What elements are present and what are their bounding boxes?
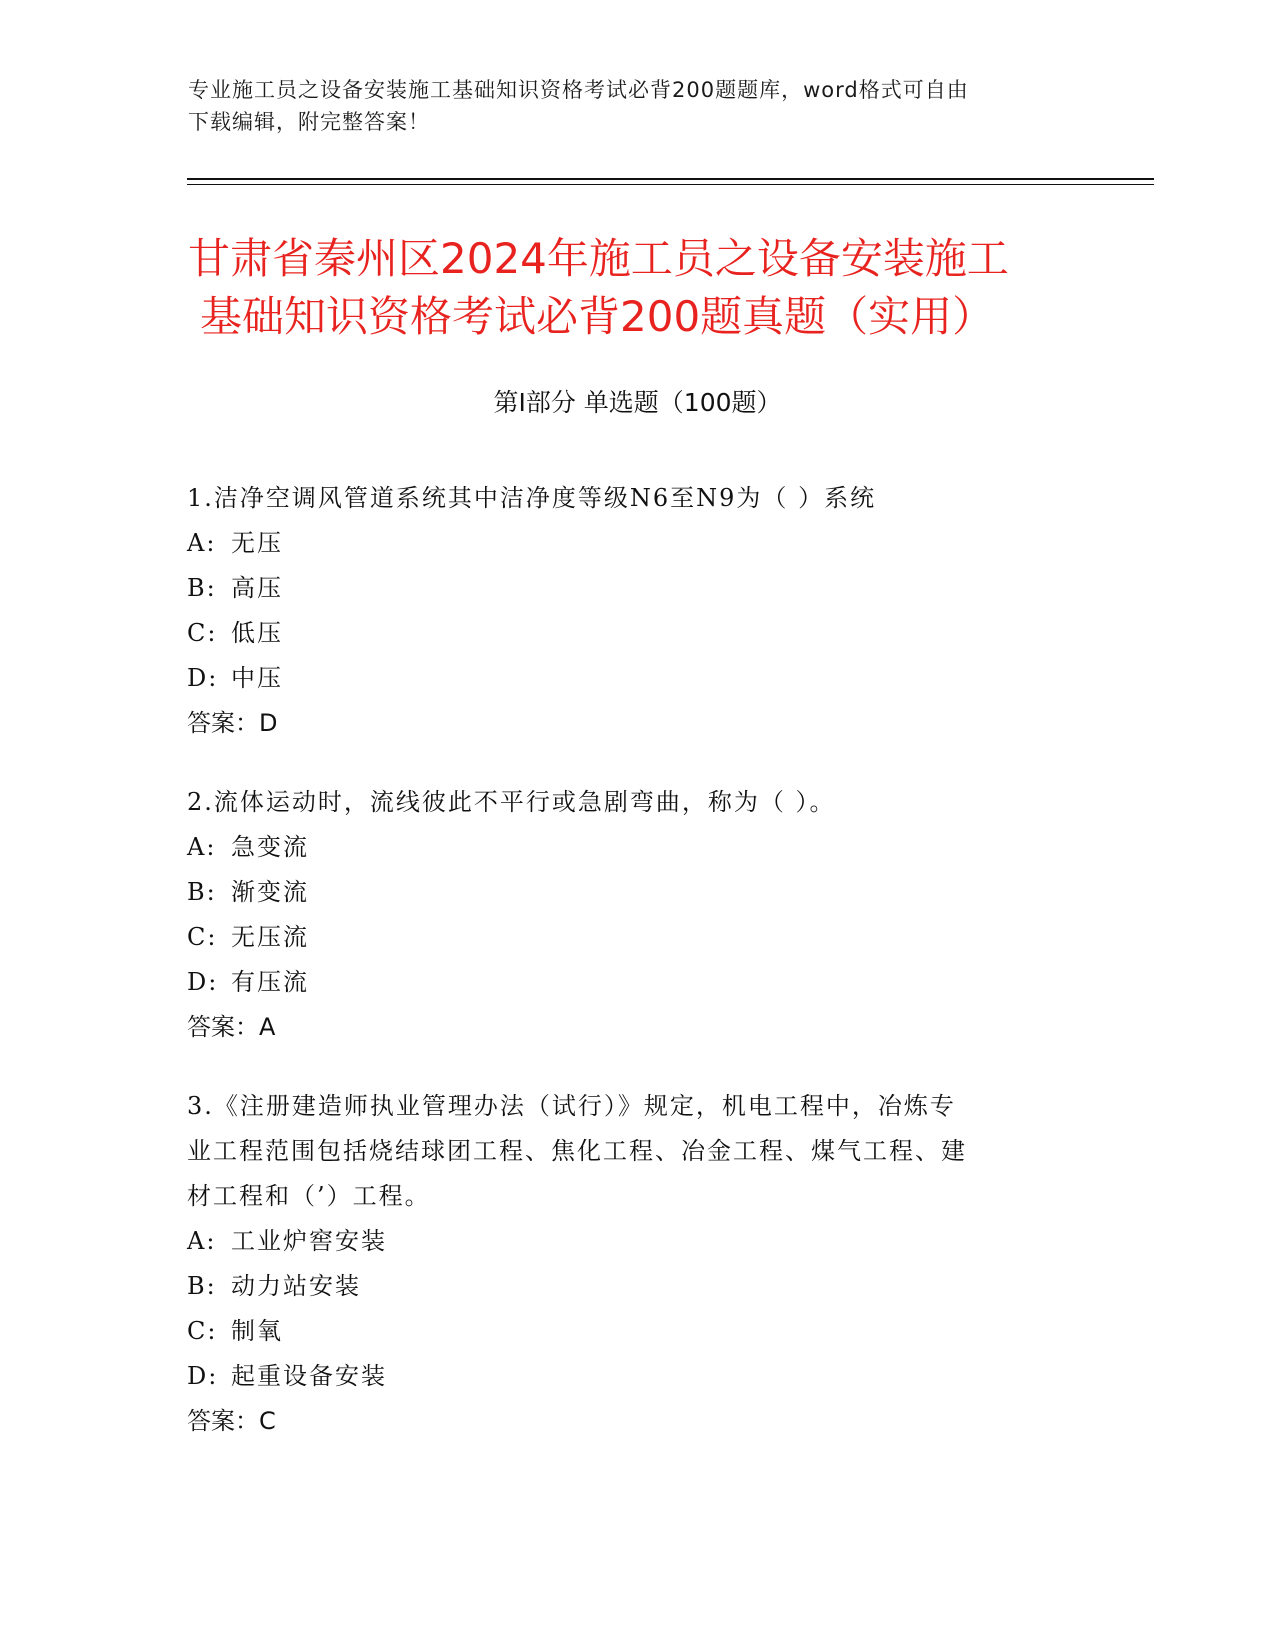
question-stem: [187, 1084, 1087, 1219]
option-d: [187, 960, 1087, 1005]
question-stem-line: 1.洁净空调风管道系统其中洁净度等级N6至N9为（ ）系统: [187, 484, 877, 512]
option-text: 中压: [231, 664, 283, 692]
question-stem-line: 材工程和（’）工程。: [187, 1182, 431, 1210]
answer-line: 答案：C: [187, 1407, 276, 1435]
option-key: A:: [187, 529, 217, 557]
option-key: A:: [187, 1227, 217, 1255]
document-title-line-1: 甘肃省秦州区2024年施工员之设备安装施工: [188, 234, 1009, 283]
question-stem-line: 3.《注册建造师执业管理办法（试行）》规定，机电工程中，冶炼专: [187, 1092, 956, 1120]
option-text: 工业炉窖安装: [231, 1227, 387, 1255]
option-a: [187, 521, 1087, 566]
option-text: 低压: [231, 619, 283, 647]
header-note: [188, 74, 1068, 138]
option-key: C:: [187, 923, 218, 951]
option-text: 制氧: [231, 1317, 283, 1345]
option-text: 高压: [231, 574, 283, 602]
question-stem: [187, 476, 1087, 521]
answer-line: 答案：D: [187, 709, 278, 737]
header-note-line-1: 专业施工员之设备安装施工基础知识资格考试必背200题题库，word格式可自由: [188, 78, 969, 102]
option-text: 无压流: [231, 923, 309, 951]
option-text: 急变流: [231, 833, 309, 861]
header-rule-thin: [187, 184, 1154, 185]
option-text: 无压: [231, 529, 283, 557]
option-key: A:: [187, 833, 217, 861]
option-key: D:: [187, 664, 219, 692]
option-d: [187, 1354, 1087, 1399]
question-list: [187, 476, 1087, 1478]
document-title-line-2: 基础知识资格考试必背200题真题（实用）: [200, 292, 995, 341]
document-title: [188, 230, 1148, 346]
option-key: D:: [187, 1362, 219, 1390]
option-text: 动力站安装: [231, 1272, 361, 1300]
option-text: 起重设备安装: [231, 1362, 387, 1390]
option-b: [187, 566, 1087, 611]
question-2: [187, 780, 1087, 1050]
option-c: [187, 915, 1087, 960]
option-key: C:: [187, 1317, 218, 1345]
option-key: C:: [187, 619, 218, 647]
question-stem-line: 业工程范围包括烧结球团工程、焦化工程、冶金工程、煤气工程、建: [187, 1137, 967, 1165]
header-rule-thick: [187, 178, 1154, 180]
question-3: [187, 1084, 1087, 1444]
header-note-line-2: 下载编辑，附完整答案！: [188, 110, 430, 134]
option-text: 有压流: [231, 968, 309, 996]
section-heading: 第Ⅰ部分 单选题（100题）: [493, 388, 782, 417]
option-c: [187, 1309, 1087, 1354]
answer-line: 答案：A: [187, 1013, 276, 1041]
option-b: [187, 1264, 1087, 1309]
option-c: [187, 611, 1087, 656]
option-key: B:: [187, 878, 217, 906]
option-key: B:: [187, 574, 217, 602]
question-stem: [187, 780, 1087, 825]
option-a: [187, 1219, 1087, 1264]
question-stem-line: 2.流体运动时，流线彼此不平行或急剧弯曲，称为（ ）。: [187, 788, 836, 816]
option-d: [187, 656, 1087, 701]
option-text: 渐变流: [231, 878, 309, 906]
option-a: [187, 825, 1087, 870]
option-key: D:: [187, 968, 219, 996]
question-1: [187, 476, 1087, 746]
option-key: B:: [187, 1272, 217, 1300]
option-b: [187, 870, 1087, 915]
